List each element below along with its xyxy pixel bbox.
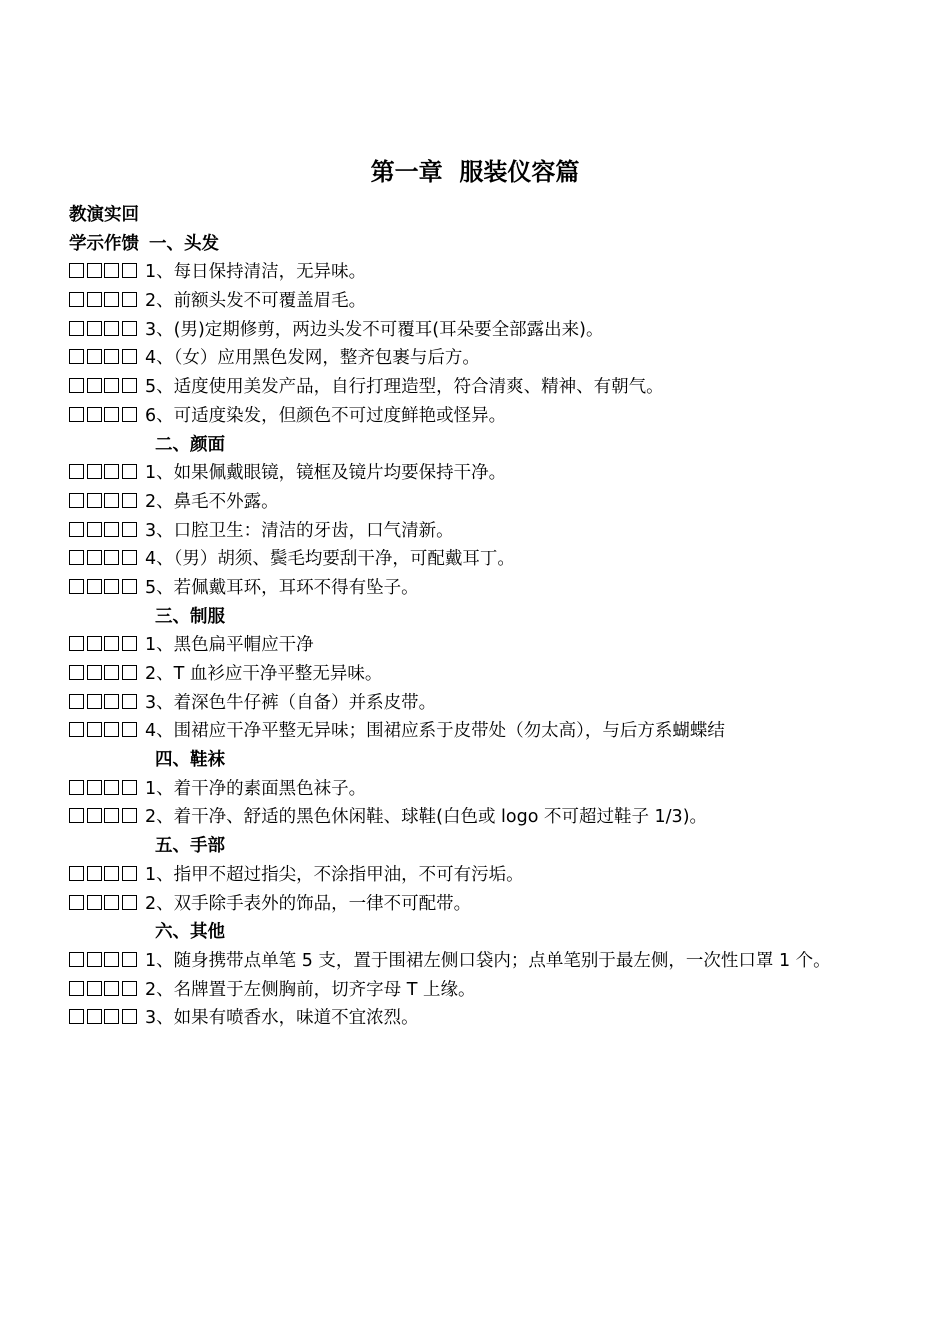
checkbox[interactable]	[87, 522, 102, 537]
checklist-item	[69, 488, 939, 517]
checkbox[interactable]	[87, 378, 102, 393]
checklist-item	[69, 1004, 939, 1033]
checkbox-group	[69, 316, 139, 345]
checkbox-group	[69, 947, 139, 976]
checkbox[interactable]	[104, 407, 119, 422]
checkbox[interactable]	[122, 579, 137, 594]
column-header-label: 学示作馈	[69, 233, 139, 254]
section-heading: 二、颜面	[155, 434, 225, 455]
checklist-item-text: 1、指甲不超过指尖，不涂指甲油，不可有污垢。	[145, 864, 524, 885]
checkbox[interactable]	[122, 407, 137, 422]
checklist-item-text: 4、（男）胡须、鬓毛均要刮干净，可配戴耳丁。	[145, 549, 515, 570]
checklist-item-text: 6、可适度染发，但颜色不可过度鲜艳或怪异。	[145, 405, 507, 426]
checkbox-group	[69, 861, 139, 890]
checkbox-group	[69, 344, 139, 373]
column-header-row-2	[69, 230, 939, 259]
checklist-item	[69, 861, 939, 890]
checkbox[interactable]	[122, 895, 137, 910]
checkbox[interactable]	[122, 780, 137, 795]
checklist-item	[69, 947, 939, 976]
checkbox[interactable]	[87, 665, 102, 680]
checkbox[interactable]	[104, 952, 119, 967]
checkbox-group	[69, 631, 139, 660]
checkbox[interactable]	[69, 780, 84, 795]
checklist-item-text: 1、如果佩戴眼镜，镜框及镜片均要保持干净。	[145, 463, 507, 484]
checkbox-group	[69, 459, 139, 488]
checkbox[interactable]	[69, 407, 84, 422]
checkbox[interactable]	[104, 321, 119, 336]
checkbox[interactable]	[87, 895, 102, 910]
checklist-item	[69, 258, 939, 287]
checkbox[interactable]	[122, 292, 137, 307]
checkbox-group	[69, 1004, 139, 1033]
page-title: 第一章 服装仪容篇	[370, 158, 580, 186]
checkbox[interactable]	[87, 1009, 102, 1024]
checkbox[interactable]	[69, 895, 84, 910]
checkbox-group	[69, 775, 139, 804]
checkbox[interactable]	[69, 522, 84, 537]
checkbox[interactable]	[69, 321, 84, 336]
checkbox-group	[69, 373, 139, 402]
checkbox[interactable]	[87, 952, 102, 967]
checkbox[interactable]	[69, 349, 84, 364]
checkbox[interactable]	[87, 636, 102, 651]
checklist-item	[69, 316, 939, 345]
checkbox[interactable]	[104, 780, 119, 795]
checkbox[interactable]	[69, 378, 84, 393]
checkbox-group	[69, 517, 139, 546]
checklist-item	[69, 631, 939, 660]
checkbox-group	[69, 890, 139, 919]
checkbox[interactable]	[122, 952, 137, 967]
section-heading: 一、头发	[149, 233, 219, 254]
checkbox[interactable]	[122, 1009, 137, 1024]
checkbox[interactable]	[104, 522, 119, 537]
checkbox[interactable]	[69, 808, 84, 823]
checkbox[interactable]	[87, 866, 102, 881]
checkbox-group	[69, 574, 139, 603]
checklist-item	[69, 545, 939, 574]
checkbox[interactable]	[122, 493, 137, 508]
checklist-item	[69, 574, 939, 603]
checkbox[interactable]	[69, 550, 84, 565]
checkbox[interactable]	[104, 550, 119, 565]
checkbox[interactable]	[104, 263, 119, 278]
checkbox[interactable]	[122, 694, 137, 709]
checklist	[69, 201, 939, 1033]
checkbox[interactable]	[87, 263, 102, 278]
checkbox[interactable]	[104, 579, 119, 594]
checkbox[interactable]	[69, 292, 84, 307]
checkbox[interactable]	[104, 665, 119, 680]
checkbox[interactable]	[87, 808, 102, 823]
checkbox[interactable]	[122, 722, 137, 737]
checkbox[interactable]	[122, 866, 137, 881]
checklist-item-text: 1、着干净的素面黑色袜子。	[145, 778, 367, 799]
section-heading: 六、其他	[155, 922, 225, 943]
checklist-item-text: 3、口腔卫生：清洁的牙齿，口气清新。	[145, 520, 454, 541]
section-heading: 五、手部	[155, 836, 225, 857]
checkbox[interactable]	[122, 464, 137, 479]
checkbox[interactable]	[104, 866, 119, 881]
checklist-item-text: 2、名牌置于左侧胸前，切齐字母 T 上缘。	[145, 979, 476, 1000]
checkbox[interactable]	[69, 665, 84, 680]
checklist-item	[69, 344, 939, 373]
checklist-item	[69, 717, 939, 746]
checklist-item	[69, 373, 939, 402]
checklist-item-text: 5、若佩戴耳环，耳环不得有坠子。	[145, 577, 419, 598]
checkbox[interactable]	[122, 550, 137, 565]
checkbox-group	[69, 545, 139, 574]
checkbox[interactable]	[104, 1009, 119, 1024]
checkbox[interactable]	[104, 808, 119, 823]
checklist-item-text: 2、鼻毛不外露。	[145, 491, 279, 512]
checkbox-group	[69, 488, 139, 517]
checkbox[interactable]	[87, 407, 102, 422]
checkbox[interactable]	[69, 579, 84, 594]
checkbox[interactable]	[122, 522, 137, 537]
checkbox[interactable]	[104, 981, 119, 996]
checklist-body	[69, 230, 939, 1033]
checkbox[interactable]	[104, 349, 119, 364]
checkbox[interactable]	[87, 321, 102, 336]
checklist-item	[69, 402, 939, 431]
checkbox[interactable]	[87, 694, 102, 709]
checkbox-group	[69, 976, 139, 1005]
checkbox[interactable]	[87, 780, 102, 795]
checklist-item-text: 1、随身携带点单笔 5 支，置于围裙左侧口袋内；点单笔别于最左侧，一次性口罩 1 个。	[145, 950, 831, 971]
checkbox-group	[69, 660, 139, 689]
checkbox[interactable]	[104, 722, 119, 737]
checklist-item-text: 3、(男)定期修剪，两边头发不可覆耳(耳朵要全部露出来)。	[145, 319, 604, 340]
checkbox[interactable]	[69, 263, 84, 278]
checklist-item-text: 1、黑色扁平帽应干净	[145, 635, 314, 656]
checkbox[interactable]	[122, 636, 137, 651]
checkbox[interactable]	[87, 981, 102, 996]
checkbox-group	[69, 717, 139, 746]
checkbox-group	[69, 287, 139, 316]
checkbox-group	[69, 258, 139, 287]
checklist-item-text: 2、双手除手表外的饰品，一律不可配带。	[145, 893, 472, 914]
checklist-item-text: 2、着干净、舒适的黑色休闲鞋、球鞋(白色或 logo 不可超过鞋子 1/3)。	[145, 807, 708, 828]
checklist-item	[69, 803, 939, 832]
checkbox[interactable]	[122, 263, 137, 278]
checkbox[interactable]	[87, 579, 102, 594]
checklist-item-text: 3、着深色牛仔裤（自备）并系皮带。	[145, 692, 437, 713]
checkbox-group	[69, 689, 139, 718]
checkbox[interactable]	[122, 981, 137, 996]
checklist-item	[69, 287, 939, 316]
checkbox[interactable]	[104, 292, 119, 307]
checkbox[interactable]	[69, 952, 84, 967]
checklist-item	[69, 660, 939, 689]
checkbox[interactable]	[104, 895, 119, 910]
checkbox[interactable]	[87, 722, 102, 737]
section-heading: 三、制服	[155, 606, 225, 627]
checkbox-group	[69, 803, 139, 832]
checklist-item	[69, 459, 939, 488]
checklist-item-text: 4、（女）应用黑色发网，整齐包裹与后方。	[145, 348, 480, 369]
checkbox[interactable]	[69, 493, 84, 508]
checkbox[interactable]	[87, 349, 102, 364]
checklist-item	[69, 689, 939, 718]
checkbox[interactable]	[122, 321, 137, 336]
checkbox[interactable]	[69, 981, 84, 996]
checklist-item	[69, 976, 939, 1005]
checklist-item-text: 2、前额头发不可覆盖眉毛。	[145, 291, 367, 312]
checkbox[interactable]	[69, 1009, 84, 1024]
checkbox[interactable]	[69, 694, 84, 709]
column-header-row-1: 教演实回	[69, 205, 139, 225]
checkbox[interactable]	[122, 665, 137, 680]
checklist-item	[69, 517, 939, 546]
checkbox[interactable]	[122, 378, 137, 393]
section-heading: 四、鞋袜	[155, 750, 225, 771]
checklist-item	[69, 890, 939, 919]
checklist-item-text: 4、围裙应干净平整无异味；围裙应系于皮带处（勿太高），与后方系蝴蝶结	[145, 721, 725, 742]
checklist-item-text: 3、如果有喷香水，味道不宜浓烈。	[145, 1008, 419, 1029]
checkbox[interactable]	[122, 808, 137, 823]
checkbox[interactable]	[87, 292, 102, 307]
checkbox[interactable]	[104, 464, 119, 479]
checkbox-group	[69, 402, 139, 431]
checkbox[interactable]	[104, 493, 119, 508]
checklist-item-text: 2、T 血衫应干净平整无异味。	[145, 664, 383, 684]
checklist-item	[69, 775, 939, 804]
checkbox[interactable]	[104, 694, 119, 709]
checkbox[interactable]	[87, 550, 102, 565]
checkbox[interactable]	[104, 636, 119, 651]
checkbox[interactable]	[122, 349, 137, 364]
checkbox[interactable]	[69, 464, 84, 479]
checkbox[interactable]	[87, 464, 102, 479]
checkbox[interactable]	[69, 866, 84, 881]
checkbox[interactable]	[104, 378, 119, 393]
checkbox[interactable]	[87, 493, 102, 508]
checkbox[interactable]	[69, 636, 84, 651]
checklist-item-text: 5、适度使用美发产品，自行打理造型，符合清爽、精神、有朝气。	[145, 377, 664, 398]
checkbox[interactable]	[69, 722, 84, 737]
checklist-item-text: 1、每日保持清洁，无异味。	[145, 262, 367, 283]
